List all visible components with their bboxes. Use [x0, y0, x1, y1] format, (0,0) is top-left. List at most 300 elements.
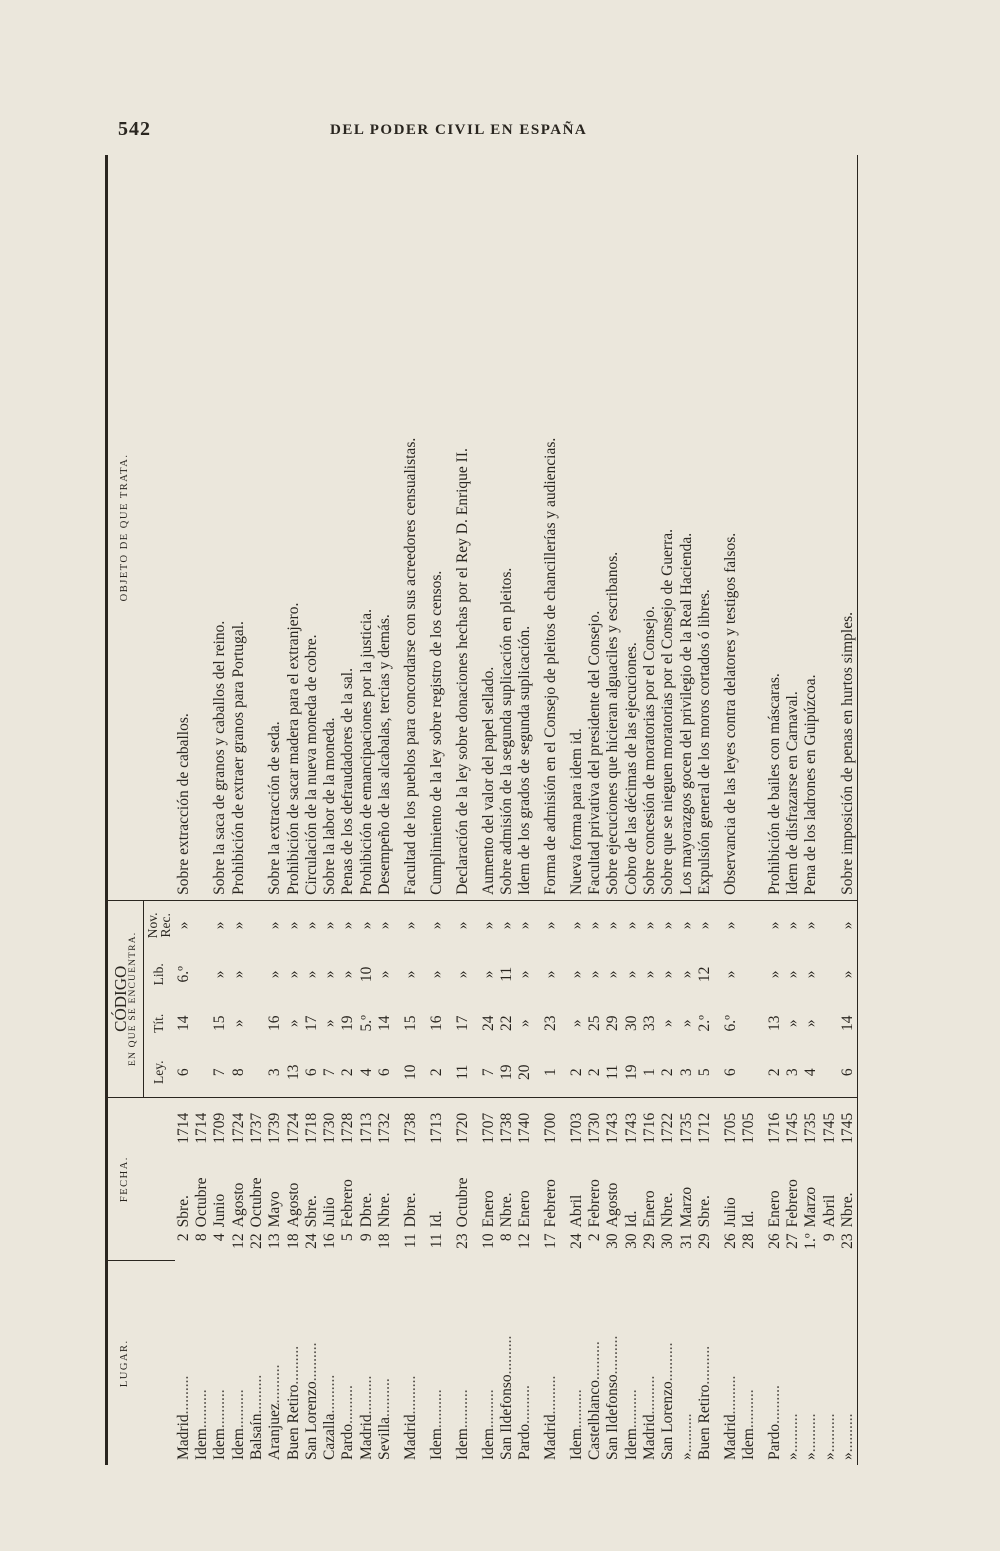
cell-dia-text: 12: [516, 1233, 534, 1249]
cell-nov-text: »: [567, 921, 585, 930]
cell-anio-text: 1730: [321, 1112, 339, 1144]
cell-objeto: [820, 155, 838, 900]
dot-leader: ..........: [677, 1413, 695, 1453]
cell-anio-text: 1703: [567, 1112, 585, 1144]
cell-lib-text: »: [479, 970, 497, 979]
cell-objeto-text: Desempeño de las alcabalas, tercias y demás.: [375, 614, 393, 895]
cell-tit: [516, 999, 534, 1048]
cell-ley-text: 6: [375, 1068, 393, 1077]
cell-dia-text: 30: [622, 1233, 640, 1249]
cell-nov: [659, 900, 677, 949]
header-tit: Tít.: [151, 1013, 167, 1033]
cell-mes-text: Agosto: [229, 1182, 247, 1228]
dot-leader: ..........: [765, 1385, 783, 1424]
cell-dia: [784, 1230, 802, 1261]
cell-lib: [802, 950, 820, 999]
cell-lib: [820, 950, 838, 999]
cell-nov-text: »: [302, 921, 320, 930]
cell-lib-text: »: [721, 970, 739, 979]
cell-mes-text: Octubre: [453, 1177, 471, 1228]
dot-leader: ..........: [586, 1341, 604, 1380]
cell-nov: [695, 900, 713, 949]
cell-nov-text: »: [659, 921, 677, 930]
cell-anio-text: 1745: [820, 1112, 838, 1144]
cell-tit-text: 5.º: [357, 1015, 375, 1032]
cell-objeto: [229, 155, 247, 900]
cell-tit: [604, 999, 622, 1048]
cell-ley: [516, 1048, 534, 1097]
cell-dia: [446, 1230, 472, 1261]
cell-anio-text: 1716: [641, 1112, 659, 1144]
cell-tit: [339, 999, 357, 1048]
cell-nov-text: »: [604, 921, 622, 930]
cell-objeto-text: Observancia de las leyes contra delatores y testigos falsos.: [721, 532, 739, 895]
cell-lugar: [193, 1261, 211, 1465]
cell-tit-text: 25: [586, 1015, 604, 1032]
cell-ley-text: 6: [721, 1068, 739, 1077]
cell-mes-text: Sbre.: [695, 1195, 713, 1228]
table-row: [420, 155, 446, 1465]
cell-ley: [211, 1048, 229, 1097]
cell-mes-text: Abril: [820, 1194, 838, 1228]
cell-dia-text: 30: [604, 1233, 622, 1249]
cell-dia: [802, 1230, 820, 1261]
cell-objeto-text: Sobre extracción de caballos.: [174, 713, 192, 895]
cell-nov-text: »: [622, 921, 640, 930]
cell-dia: [339, 1230, 357, 1261]
cell-ley: [839, 1048, 858, 1097]
cell-objeto-text: Sobre ejecuciones que hicieran alguaciles y escribanos.: [604, 551, 622, 895]
cell-objeto: [376, 155, 394, 900]
cell-nov: [248, 900, 266, 949]
cell-tit: [820, 999, 838, 1048]
cell-tit: [229, 999, 247, 1048]
cell-tit-text: 14: [174, 1015, 192, 1032]
cell-mes-text: Dbre.: [357, 1192, 375, 1228]
cell-dia-text: 31: [677, 1233, 695, 1249]
dot-leader: ..........: [229, 1389, 247, 1429]
cell-mes-text: Sbre.: [174, 1195, 192, 1228]
cell-dia-text: 28: [740, 1233, 758, 1249]
cell-objeto-text: Forma de admisión en el Consejo de pleitos de chancillerías y audiencias.: [542, 437, 559, 895]
table-row: [266, 155, 284, 1465]
cell-mes: [560, 1149, 586, 1231]
cell-lib-text: »: [321, 970, 339, 979]
header-codigo-title: CÓDIGO: [111, 965, 130, 1032]
cell-lib: [266, 950, 284, 999]
cell-anio-text: 1713: [357, 1112, 375, 1144]
cell-mes-text: Abril: [567, 1194, 585, 1228]
cell-ley-text: 2: [339, 1068, 357, 1077]
cell-nov: [820, 900, 838, 949]
cell-tit-text: 15: [211, 1015, 229, 1032]
cell-nov-text: »: [677, 921, 695, 930]
cell-lib-text: »: [641, 970, 659, 979]
cell-nov: [641, 900, 659, 949]
dot-leader: ..........: [357, 1375, 375, 1415]
cell-lugar: [641, 1261, 659, 1465]
cell-lib: [784, 950, 802, 999]
cell-lugar-text: Madrid: [401, 1414, 419, 1460]
cell-nov-text: »: [357, 921, 375, 930]
cell-lib-text: »: [302, 970, 320, 979]
cell-ley-text: 10: [401, 1064, 419, 1080]
cell-anio: [534, 1097, 560, 1149]
cell-tit: [420, 999, 446, 1048]
cell-objeto-text: Penas de los defraudadores de la sal.: [339, 668, 357, 895]
dot-leader: ..........: [427, 1389, 445, 1429]
cell-lib: [193, 950, 211, 999]
cell-anio: [677, 1097, 695, 1149]
cell-dia-text: 8: [193, 1233, 211, 1242]
cell-tit-text: 13: [765, 1015, 783, 1032]
cell-dia-text: 2: [174, 1233, 192, 1242]
cell-ley: [376, 1048, 394, 1097]
cell-anio: [376, 1097, 394, 1149]
cell-ley-text: 7: [479, 1068, 497, 1077]
cell-lib-text: »: [284, 970, 302, 979]
cell-dia-text: 5: [339, 1233, 357, 1242]
cell-lugar-text: Pardo: [765, 1423, 783, 1460]
cell-objeto: [534, 155, 560, 900]
cell-ley-text: 19: [622, 1064, 640, 1080]
cell-lugar: [839, 1261, 858, 1465]
table-row: [839, 155, 858, 1465]
cell-mes: [622, 1149, 640, 1231]
dot-leader: ..........: [302, 1342, 320, 1382]
cell-lugar-text: Idem: [567, 1428, 585, 1460]
cell-tit: [302, 999, 320, 1048]
cell-ley-text: 20: [516, 1064, 534, 1080]
cell-ley-text: 2: [765, 1068, 783, 1077]
cell-ley-text: 1: [641, 1068, 659, 1077]
cell-tit-text: 14: [839, 1015, 857, 1032]
cell-lugar-text: Idem: [740, 1428, 758, 1460]
cell-dia: [695, 1230, 713, 1261]
cell-nov: [586, 900, 604, 949]
cell-tit: [357, 999, 375, 1048]
cell-mes: [677, 1149, 695, 1231]
cell-ley: [229, 1048, 247, 1097]
cell-anio-text: 1712: [695, 1112, 713, 1144]
cell-lugar-text: Buen Retiro: [695, 1384, 713, 1460]
cell-lib: [284, 950, 302, 999]
cell-objeto-text: Cobro de las décimas de las ejecuciones.: [622, 642, 640, 895]
cell-mes: [740, 1149, 758, 1231]
cell-objeto: [784, 155, 802, 900]
cell-tit-text: 2.º: [695, 1015, 713, 1032]
cell-objeto-text: Sobre que se nieguen moratorias por el Consejo de Guerra.: [659, 528, 677, 895]
cell-anio: [758, 1097, 784, 1149]
cell-dia: [175, 1230, 193, 1261]
cell-lugar-text: »: [677, 1452, 695, 1460]
cell-dia-text: 16: [321, 1233, 339, 1249]
cell-dia: [229, 1230, 247, 1261]
cell-tit-text: »: [284, 1019, 302, 1028]
cell-lugar: [211, 1261, 229, 1465]
cell-tit: [641, 999, 659, 1048]
cell-lugar-text: Madrid: [721, 1414, 739, 1460]
cell-lib: [695, 950, 713, 999]
cell-mes: [839, 1149, 858, 1231]
cell-mes-text: Octubre: [248, 1177, 266, 1228]
cell-lib-text: »: [516, 970, 534, 979]
cell-dia: [586, 1230, 604, 1261]
cell-anio: [497, 1097, 515, 1149]
table-row: [229, 155, 247, 1465]
cell-dia-text: 12: [229, 1233, 247, 1249]
table-row: [740, 155, 758, 1465]
cell-dia-text: 29: [641, 1233, 659, 1249]
cell-anio-text: 1738: [401, 1112, 419, 1144]
cell-ley: [284, 1048, 302, 1097]
cell-anio-text: 1732: [375, 1112, 393, 1144]
cell-ley-text: 19: [497, 1064, 515, 1080]
cell-objeto-text: Los mayorazgos gocen del privilegio de la Real Hacienda.: [677, 532, 695, 895]
cell-lib-text: 10: [357, 966, 375, 983]
cell-mes: [394, 1149, 420, 1231]
cell-anio: [446, 1097, 472, 1149]
cell-ley-text: 2: [567, 1068, 585, 1077]
cell-anio: [740, 1097, 758, 1149]
cell-nov: [472, 900, 498, 949]
cell-tit: [714, 999, 740, 1048]
cell-dia: [266, 1230, 284, 1261]
cell-anio: [302, 1097, 320, 1149]
cell-dia: [357, 1230, 375, 1261]
cell-mes: [586, 1149, 604, 1231]
cell-nov: [284, 900, 302, 949]
cell-lib-text: »: [839, 970, 857, 979]
cell-mes-text: Agosto: [284, 1182, 302, 1228]
dot-leader: ..........: [266, 1364, 284, 1404]
cell-objeto: [472, 155, 498, 900]
cell-lugar-text: »: [839, 1452, 857, 1460]
cell-dia-text: 2: [586, 1233, 604, 1242]
cell-mes: [266, 1149, 284, 1231]
cell-ley: [248, 1048, 266, 1097]
cell-anio-text: 1720: [453, 1112, 471, 1144]
cell-ley: [497, 1048, 515, 1097]
cell-mes: [641, 1149, 659, 1231]
cell-objeto: [714, 155, 740, 900]
cell-lib: [302, 950, 320, 999]
cell-anio: [604, 1097, 622, 1149]
dot-leader: ..........: [174, 1375, 192, 1415]
cell-objeto: [321, 155, 339, 900]
cell-lugar-text: »: [784, 1452, 802, 1460]
cell-lib: [376, 950, 394, 999]
table-row: [248, 155, 266, 1465]
cell-ley: [266, 1048, 284, 1097]
cell-mes: [497, 1149, 515, 1231]
cell-anio: [472, 1097, 498, 1149]
cell-lugar-text: Idem: [211, 1428, 229, 1460]
cell-dia-text: 26: [721, 1233, 739, 1249]
cell-lugar-text: Buen Retiro: [284, 1384, 302, 1460]
cell-anio: [266, 1097, 284, 1149]
cell-mes: [472, 1149, 498, 1231]
cell-objeto: [641, 155, 659, 900]
cell-ley-text: 3: [266, 1068, 284, 1077]
cell-lib-text: »: [453, 970, 471, 979]
cell-lib: [321, 950, 339, 999]
cell-lugar-text: Idem: [427, 1428, 445, 1460]
dot-leader: ..........: [375, 1378, 393, 1417]
cell-mes-text: Julio: [721, 1197, 739, 1228]
cell-lugar: [339, 1261, 357, 1465]
dot-leader: ..........: [542, 1375, 559, 1415]
cell-lib-text: »: [211, 970, 229, 979]
cell-tit: [839, 999, 858, 1048]
cell-lugar-text: Idem: [193, 1428, 211, 1460]
cell-lib-text: 12: [695, 966, 713, 983]
cell-dia: [820, 1230, 838, 1261]
cell-nov: [802, 900, 820, 949]
cell-lib: [229, 950, 247, 999]
cell-dia: [622, 1230, 640, 1261]
cell-lugar-text: Idem: [622, 1428, 640, 1460]
dot-leader: ..........: [604, 1335, 622, 1375]
table-row: [497, 155, 515, 1465]
cell-dia-text: 9: [357, 1233, 375, 1242]
cell-objeto: [211, 155, 229, 900]
cell-tit-text: 23: [542, 1015, 559, 1032]
cell-mes-text: Julio: [321, 1197, 339, 1228]
cell-tit: [193, 999, 211, 1048]
table-row: [321, 155, 339, 1465]
table-row: [820, 155, 838, 1465]
cell-lib-text: »: [401, 970, 419, 979]
cell-nov-text: »: [802, 921, 820, 930]
header-spacer: [143, 1097, 175, 1261]
cell-ley: [677, 1048, 695, 1097]
table-row: [394, 155, 420, 1465]
cell-lugar-text: Madrid: [542, 1414, 559, 1460]
cell-lugar: [659, 1261, 677, 1465]
cell-mes: [784, 1149, 802, 1231]
cell-objeto-text: Prohibición de extraer granos para Portugal.: [229, 621, 247, 895]
cell-objeto: [248, 155, 266, 900]
cell-lib-text: »: [659, 970, 677, 979]
cell-tit: [266, 999, 284, 1048]
cell-nov: [339, 900, 357, 949]
table-row: [302, 155, 320, 1465]
cell-nov-text: »: [375, 921, 393, 930]
cell-lib: [534, 950, 560, 999]
cell-nov: [839, 900, 858, 949]
cell-objeto: [497, 155, 515, 900]
cell-objeto-text: Sobre la labor de la moneda.: [321, 717, 339, 895]
cell-tit-text: 14: [375, 1015, 393, 1032]
cell-ley-text: 6: [174, 1068, 192, 1077]
cell-nov-text: »: [211, 921, 229, 930]
cell-ley: [622, 1048, 640, 1097]
cell-lugar: [446, 1261, 472, 1465]
cell-anio: [284, 1097, 302, 1149]
cell-lib-text: »: [266, 970, 284, 979]
cell-mes: [659, 1149, 677, 1231]
cell-tit-text: »: [567, 1019, 585, 1028]
cell-lib-text: »: [542, 970, 559, 979]
cell-anio-text: 1713: [427, 1112, 445, 1144]
cell-nov: [677, 900, 695, 949]
cell-lib: [714, 950, 740, 999]
cell-lugar-text: Idem: [229, 1428, 247, 1460]
table-row: [659, 155, 677, 1465]
table-row: [560, 155, 586, 1465]
cell-anio: [839, 1097, 858, 1149]
cell-tit-text: 16: [427, 1015, 445, 1032]
cell-mes-text: Agosto: [604, 1182, 622, 1228]
cell-lugar-text: Sevilla: [375, 1416, 393, 1460]
cell-tit: [802, 999, 820, 1048]
table-row: [339, 155, 357, 1465]
cell-objeto: [758, 155, 784, 900]
cell-mes-text: Marzo: [677, 1186, 695, 1228]
cell-dia: [193, 1230, 211, 1261]
cell-lib-text: »: [765, 970, 783, 979]
cell-objeto-text: Declaración de la ley sobre donaciones hechas por el Rey D. Enrique II.: [453, 448, 471, 895]
cell-ley: [604, 1048, 622, 1097]
dot-leader: ..........: [453, 1389, 471, 1429]
cell-ley-text: 2: [659, 1068, 677, 1077]
cell-tit-text: 33: [641, 1015, 659, 1032]
table-row: [802, 155, 820, 1465]
cell-lugar-text: Madrid: [641, 1414, 659, 1460]
dot-leader: ..........: [248, 1374, 266, 1414]
cell-mes: [534, 1149, 560, 1231]
cell-anio-text: 1730: [586, 1112, 604, 1144]
cell-lugar: [714, 1261, 740, 1465]
dot-leader: ..........: [497, 1335, 515, 1375]
cell-anio: [695, 1097, 713, 1149]
header-codigo-sub: EN QUE SE ENCUENTRA.: [129, 900, 143, 1097]
cell-lib-text: »: [802, 970, 820, 979]
cell-anio: [659, 1097, 677, 1149]
cell-objeto: [357, 155, 375, 900]
cell-ley: [802, 1048, 820, 1097]
cell-dia: [534, 1230, 560, 1261]
cell-ley-text: 2: [427, 1068, 445, 1077]
cell-ley-text: 6: [839, 1068, 857, 1077]
cell-mes-text: Id.: [622, 1210, 640, 1228]
cell-tit-text: 6.º: [721, 1015, 739, 1032]
table-row: [357, 155, 375, 1465]
cell-ley-text: 3: [677, 1068, 695, 1077]
cell-tit-text: 24: [479, 1015, 497, 1032]
cell-dia: [497, 1230, 515, 1261]
cell-ley-text: 7: [211, 1068, 229, 1077]
cell-objeto: [802, 155, 820, 900]
cell-dia-text: 13: [266, 1233, 284, 1249]
cell-nov-text: »: [479, 921, 497, 930]
dot-leader: ..........: [339, 1385, 357, 1424]
cell-objeto-text: Facultad de los pueblos para concordarse con sus acreedores censualistas.: [401, 437, 419, 895]
cell-dia: [677, 1230, 695, 1261]
cell-lib: [394, 950, 420, 999]
dot-leader: ..........: [193, 1389, 211, 1429]
cell-tit-text: 22: [497, 1015, 515, 1032]
cell-dia-text: 24: [567, 1233, 585, 1249]
cell-lib-text: 11: [497, 966, 515, 982]
cell-objeto-text: Idem de disfrazarse en Carnaval.: [784, 691, 802, 895]
cell-lib: [839, 950, 858, 999]
cell-ley-text: 4: [357, 1068, 375, 1077]
cell-tit: [784, 999, 802, 1048]
cell-anio: [193, 1097, 211, 1149]
cell-ley-text: 1: [542, 1068, 559, 1077]
